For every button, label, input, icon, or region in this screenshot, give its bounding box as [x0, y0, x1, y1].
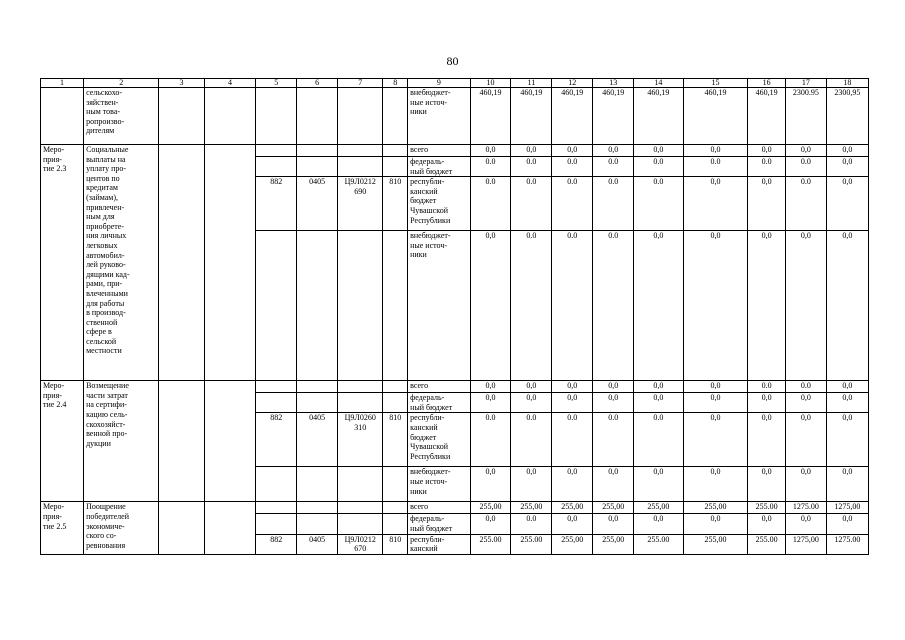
value-cell: 0,0	[748, 413, 786, 467]
empty-cell	[297, 88, 338, 145]
value-cell: 460,19	[470, 88, 511, 145]
value-cell: 2300,95	[826, 88, 868, 145]
empty-cell	[204, 502, 256, 554]
value-cell: 0,0	[511, 145, 552, 157]
value-cell: 255,00	[634, 502, 684, 514]
value-cell: 0,0	[748, 514, 786, 534]
empty-cell	[297, 502, 338, 514]
empty-cell	[256, 514, 297, 534]
value-cell: 0,0	[826, 514, 868, 534]
column-number: 2	[84, 79, 159, 88]
value-cell: 1275,00	[785, 534, 826, 554]
value-cell: 0,0	[683, 381, 748, 393]
value-cell: 0,0	[826, 157, 868, 177]
budget-code: 810	[383, 413, 408, 467]
empty-cell	[338, 467, 383, 502]
value-cell: 0.0	[683, 157, 748, 177]
value-cell: 0,0	[634, 381, 684, 393]
value-cell: 255,00	[683, 502, 748, 514]
value-cell: 0.0	[634, 177, 684, 231]
value-cell: 0.0	[552, 157, 593, 177]
value-cell: 0,0	[826, 413, 868, 467]
empty-cell	[297, 145, 338, 157]
empty-cell	[297, 393, 338, 413]
budget-code: 810	[383, 177, 408, 231]
value-cell: 255.00	[470, 534, 511, 554]
budget-code: 0405	[297, 177, 338, 231]
value-cell: 0,0	[634, 514, 684, 534]
funding-source: федераль- ный бюджет	[408, 514, 470, 534]
value-cell: 0.0	[470, 157, 511, 177]
empty-cell	[204, 88, 256, 145]
empty-cell	[204, 145, 256, 381]
column-number: 16	[748, 79, 786, 88]
value-cell: 460,19	[683, 88, 748, 145]
empty-cell	[297, 231, 338, 381]
empty-cell	[297, 514, 338, 534]
empty-cell	[338, 514, 383, 534]
budget-code: Ц9Л0212 690	[338, 177, 383, 231]
value-cell: 255,00	[593, 534, 634, 554]
budget-code: Ц9Л0260 310	[338, 413, 383, 467]
value-cell: 0,0	[634, 231, 684, 381]
empty-cell	[383, 381, 408, 393]
value-cell: 0.0	[511, 177, 552, 231]
value-cell: 460,19	[552, 88, 593, 145]
column-number: 10	[470, 79, 511, 88]
empty-cell	[256, 231, 297, 381]
value-cell: 0,0	[683, 514, 748, 534]
column-number-header	[41, 79, 869, 88]
empty-cell	[256, 145, 297, 157]
value-cell: 0,0	[511, 393, 552, 413]
empty-cell	[297, 467, 338, 502]
value-cell: 0,0	[683, 177, 748, 231]
funding-source: всего	[408, 381, 470, 393]
value-cell: 0,0	[748, 145, 786, 157]
measure-number: Меро- прия- тие 2.3	[41, 145, 84, 381]
empty-cell	[383, 231, 408, 381]
funding-source: всего	[408, 145, 470, 157]
value-cell: 0,0	[593, 467, 634, 502]
value-cell: 0,0	[683, 467, 748, 502]
value-cell: 0.0	[552, 177, 593, 231]
budget-code: 810	[383, 534, 408, 554]
empty-cell	[297, 157, 338, 177]
value-cell: 0.0	[748, 157, 786, 177]
value-cell: 0.0	[785, 177, 826, 231]
empty-cell	[159, 381, 204, 502]
value-cell: 255,00	[593, 502, 634, 514]
empty-cell	[256, 88, 297, 145]
budget-table	[40, 78, 869, 555]
page-number: 80	[446, 54, 459, 68]
value-cell: 255.00	[748, 502, 786, 514]
value-cell: 0,0	[748, 393, 786, 413]
value-cell: 0,0	[593, 145, 634, 157]
funding-source: всего	[408, 502, 470, 514]
column-number: 11	[511, 79, 552, 88]
table-row	[41, 381, 869, 393]
empty-cell	[383, 514, 408, 534]
value-cell: 0,0	[552, 514, 593, 534]
budget-code: 882	[256, 413, 297, 467]
value-cell: 0.0	[785, 381, 826, 393]
value-cell: 0,0	[470, 231, 511, 381]
empty-cell	[256, 393, 297, 413]
value-cell: 1275.00	[826, 534, 868, 554]
funding-source: республи- канский	[408, 534, 470, 554]
column-number: 3	[159, 79, 204, 88]
value-cell: 0,0	[748, 231, 786, 381]
column-number: 12	[552, 79, 593, 88]
value-cell: 0,0	[826, 231, 868, 381]
value-cell: 0.0	[511, 231, 552, 381]
value-cell: 460,19	[634, 88, 684, 145]
value-cell: 1275,00	[826, 502, 868, 514]
empty-cell	[383, 145, 408, 157]
value-cell: 0,0	[826, 381, 868, 393]
funding-source: внебюджет- ные источ- ники	[408, 467, 470, 502]
value-cell: 0,0	[785, 413, 826, 467]
funding-source: внебюджет- ные источ- ники	[408, 88, 470, 145]
value-cell: 0.0	[470, 413, 511, 467]
value-cell: 0.0	[552, 231, 593, 381]
value-cell: 255.00	[511, 534, 552, 554]
value-cell: 0,0	[785, 393, 826, 413]
value-cell: 0,0	[634, 393, 684, 413]
value-cell: 0,0	[683, 393, 748, 413]
value-cell: 0,0	[785, 514, 826, 534]
value-cell: 0.0	[552, 413, 593, 467]
value-cell: 0,0	[470, 467, 511, 502]
value-cell: 0,0	[470, 145, 511, 157]
empty-cell	[204, 381, 256, 502]
value-cell: 0,0	[552, 393, 593, 413]
value-cell: 0,0	[748, 467, 786, 502]
value-cell: 0,0	[552, 467, 593, 502]
funding-source: федераль- ный бюджет	[408, 393, 470, 413]
value-cell: 0.0	[593, 231, 634, 381]
value-cell: 255.00	[634, 534, 684, 554]
budget-code: 882	[256, 534, 297, 554]
column-number: 15	[683, 79, 748, 88]
value-cell: 0.0	[634, 413, 684, 467]
table-body	[41, 88, 869, 555]
value-cell: 0.0	[593, 157, 634, 177]
value-cell: 0,0	[552, 145, 593, 157]
table-row	[41, 88, 869, 145]
value-cell: 0,0	[634, 467, 684, 502]
funding-source: внебюджет- ные источ- ники	[408, 231, 470, 381]
budget-code: Ц9Л0212 670	[338, 534, 383, 554]
measure-name: Возмещение части затрат на сертифи- кацию сель- скохозяйст- венной про- дукции	[84, 381, 159, 502]
empty-cell	[297, 381, 338, 393]
value-cell: 0,0	[683, 413, 748, 467]
value-cell: 0,0	[552, 381, 593, 393]
value-cell: 0,0	[785, 467, 826, 502]
value-cell: 0,0	[634, 145, 684, 157]
value-cell: 0.0	[470, 177, 511, 231]
column-number: 8	[383, 79, 408, 88]
value-cell: 460,19	[511, 88, 552, 145]
funding-source: республи- канский бюджет Чувашской Республики	[408, 177, 470, 231]
empty-cell	[338, 502, 383, 514]
measure-number: Меро- прия- тие 2.5	[41, 502, 84, 554]
value-cell: 0,0	[470, 393, 511, 413]
empty-cell	[256, 502, 297, 514]
value-cell: 460,19	[748, 88, 786, 145]
measure-name: Социальные выплаты на уплату про- центов по кредитам (займам), привлечен- ным для приобрете- ния личных легковых автомобил- лей руково- дящими кад- рами, при- влеченными для работы в производ- ственной сфере в сельской местности	[84, 145, 159, 381]
empty-cell	[159, 88, 204, 145]
budget-code: 882	[256, 177, 297, 231]
value-cell: 0,0	[748, 177, 786, 231]
empty-cell	[383, 88, 408, 145]
table-row	[41, 145, 869, 157]
value-cell: 0,0	[593, 514, 634, 534]
value-cell: 0,0	[826, 467, 868, 502]
empty-cell	[383, 502, 408, 514]
budget-code: 0405	[297, 534, 338, 554]
empty-cell	[338, 145, 383, 157]
column-number: 7	[338, 79, 383, 88]
column-number: 17	[785, 79, 826, 88]
column-number: 1	[41, 79, 84, 88]
value-cell: 0,0	[683, 231, 748, 381]
column-number: 4	[204, 79, 256, 88]
funding-source: республи- канский бюджет Чувашской Республики	[408, 413, 470, 467]
table-row	[41, 502, 869, 514]
value-cell: 0.0	[634, 157, 684, 177]
empty-cell	[383, 467, 408, 502]
budget-code: 0405	[297, 413, 338, 467]
empty-cell	[256, 381, 297, 393]
value-cell: 0,0	[593, 393, 634, 413]
measure-cell	[41, 88, 84, 145]
value-cell: 0,0	[511, 467, 552, 502]
value-cell: 255.00	[748, 534, 786, 554]
measure-name: сельскохо- зяйствен- ным това- ропроизво- дителям	[84, 88, 159, 145]
value-cell: 0.0	[785, 157, 826, 177]
value-cell: 255,00	[552, 534, 593, 554]
value-cell: 255,00	[683, 534, 748, 554]
measure-name: Поощрение победителей экономиче- ского со- ревнования	[84, 502, 159, 554]
value-cell: 0.0	[511, 157, 552, 177]
column-number: 13	[593, 79, 634, 88]
column-number: 6	[297, 79, 338, 88]
column-number: 5	[256, 79, 297, 88]
value-cell: 0,0	[511, 381, 552, 393]
empty-cell	[338, 88, 383, 145]
empty-cell	[256, 467, 297, 502]
funding-source: федераль- ный бюджет	[408, 157, 470, 177]
value-cell: 0,0	[470, 381, 511, 393]
value-cell: 0,0	[826, 177, 868, 231]
value-cell: 460,19	[593, 88, 634, 145]
empty-cell	[159, 145, 204, 381]
value-cell: 0,0	[826, 145, 868, 157]
value-cell: 0.0	[511, 514, 552, 534]
value-cell: 1275.00	[785, 502, 826, 514]
measure-number: Меро- прия- тие 2.4	[41, 381, 84, 502]
value-cell: 255,00	[470, 502, 511, 514]
empty-cell	[338, 157, 383, 177]
value-cell: 0.0	[748, 381, 786, 393]
value-cell: 0.0	[593, 177, 634, 231]
value-cell: 0.0	[593, 413, 634, 467]
value-cell: 0,0	[683, 145, 748, 157]
value-cell: 0,0	[470, 514, 511, 534]
value-cell: 0,0	[785, 231, 826, 381]
empty-cell	[338, 393, 383, 413]
value-cell: 2300.95	[785, 88, 826, 145]
value-cell: 0,0	[826, 393, 868, 413]
empty-cell	[338, 381, 383, 393]
value-cell: 0,0	[593, 381, 634, 393]
empty-cell	[256, 157, 297, 177]
empty-cell	[338, 231, 383, 381]
value-cell: 255,00	[511, 502, 552, 514]
column-number: 18	[826, 79, 868, 88]
empty-cell	[159, 502, 204, 554]
value-cell: 0,0	[785, 145, 826, 157]
value-cell: 255,00	[552, 502, 593, 514]
column-number: 9	[408, 79, 470, 88]
column-number: 14	[634, 79, 684, 88]
empty-cell	[383, 393, 408, 413]
value-cell: 0.0	[511, 413, 552, 467]
empty-cell	[383, 157, 408, 177]
